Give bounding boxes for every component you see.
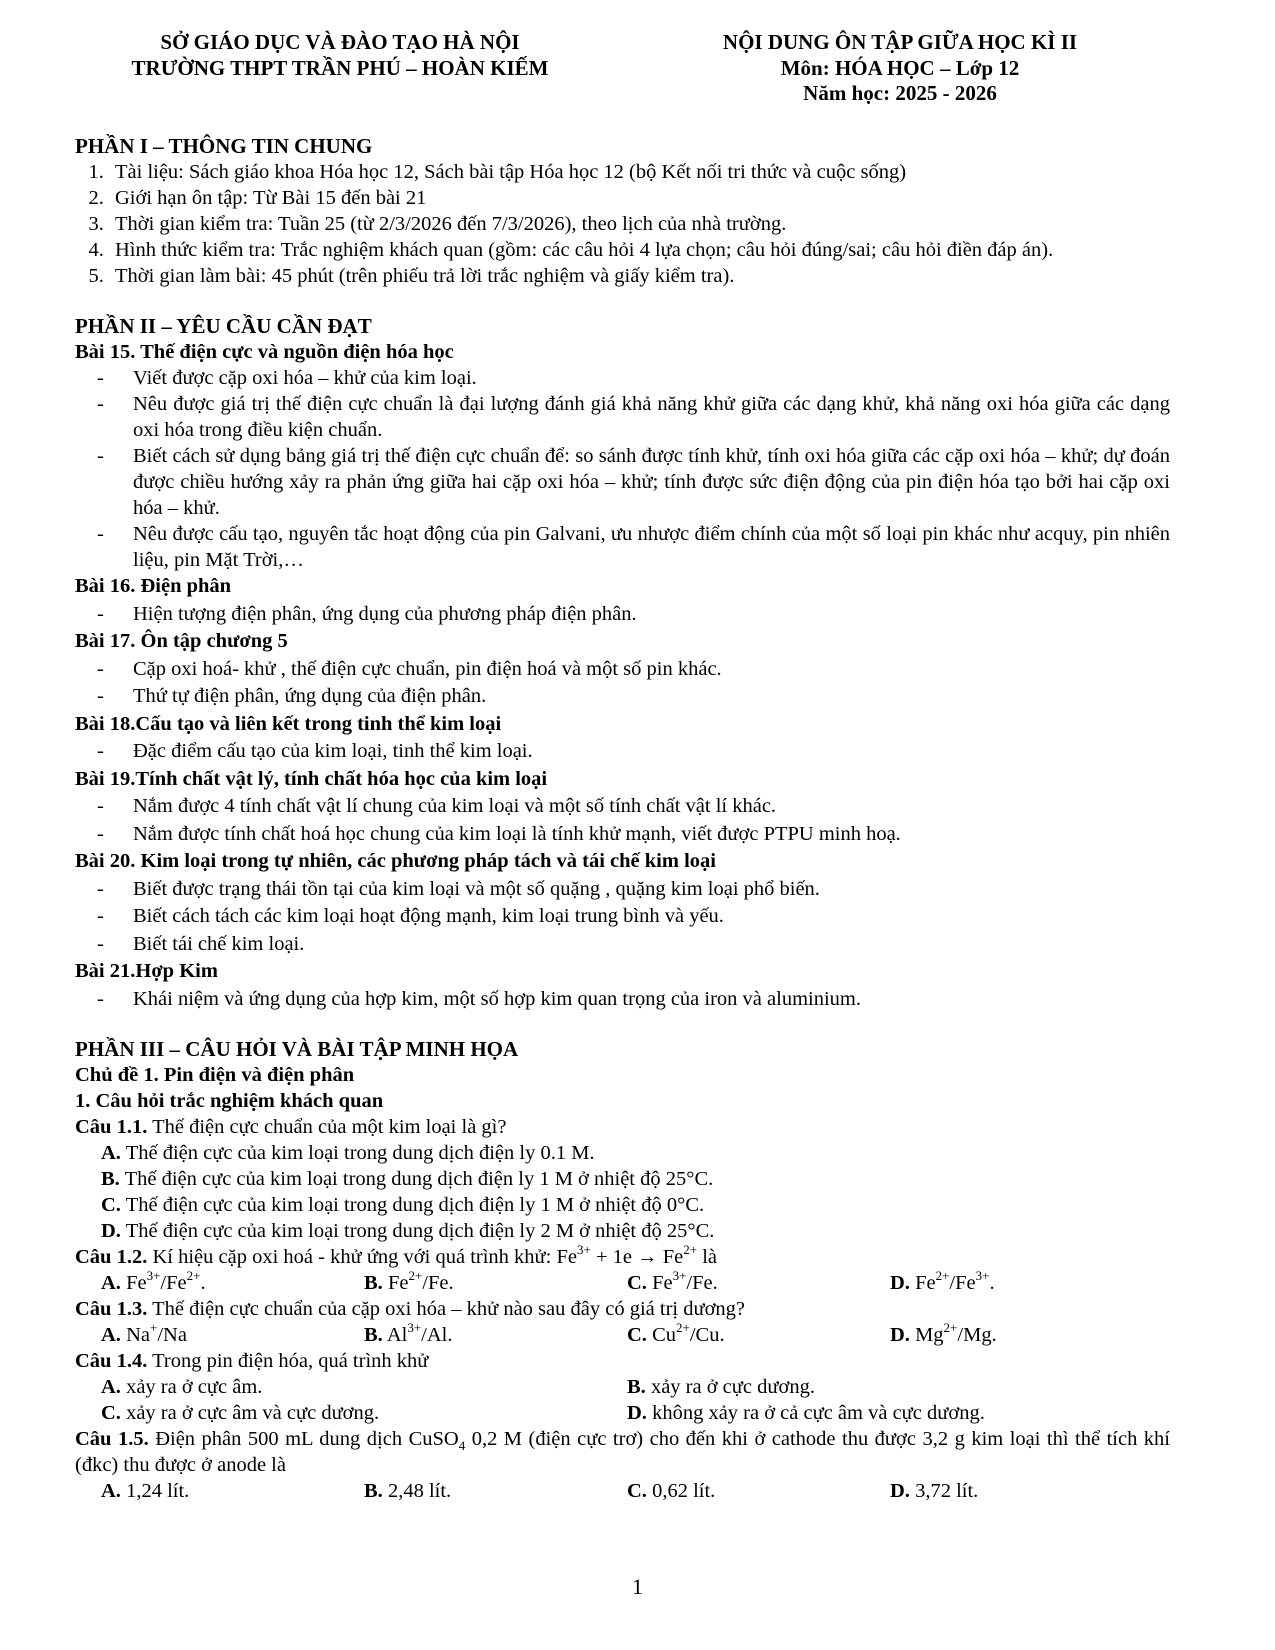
- lesson-21-title: Bài 21.Hợp Kim: [75, 960, 218, 982]
- option-a: A. xảy ra ở cực âm.: [101, 1375, 263, 1398]
- subsection-title: 1. Câu hỏi trắc nghiệm khách quan: [75, 1089, 384, 1112]
- question-label: Câu 1.3.: [75, 1297, 148, 1320]
- header-right: [680, 30, 1120, 107]
- option-d: D. $Mg^{2+}/Mg$.: [890, 1319, 997, 1346]
- question-text: Thế điện cực chuẩn của một kim loại là gì?: [152, 1115, 507, 1138]
- option-c: C. $Fe^{3+}/Fe$.: [627, 1267, 718, 1294]
- arrow-icon: →: [637, 1245, 658, 1268]
- department-name: SỞ GIÁO DỤC VÀ ĐÀO TẠO HÀ NỘI: [160, 30, 520, 54]
- document-body: [75, 133, 1170, 1504]
- list-item: - Cặp oxi hoá- khử , thế điện cực chuẩn, pin điện hoá và một số pin khác.: [75, 656, 1170, 682]
- option-d: D. không xảy ra ở cả cực âm và cực dương.: [627, 1401, 985, 1424]
- school-year: Năm học: 2025 - 2026: [803, 81, 997, 105]
- option-c: C. Thế điện cực của kim loại trong dung dịch điện ly 1 M ở nhiệt độ 0°C.: [101, 1193, 705, 1216]
- options-row: [75, 1267, 1170, 1296]
- question-1-2: Câu 1.2. Kí hiệu cặp oxi hoá - khử ứng với quá trình khử: $Fe^{3+} + 1e \to Fe^{2+}$ là: [75, 1241, 717, 1268]
- lesson-16-requirements: [75, 601, 1170, 627]
- topic-title: Chủ đề 1. Pin điện và điện phân: [75, 1063, 355, 1086]
- option-d: D. $Fe^{2+}/Fe^{3+}$.: [890, 1267, 995, 1294]
- option-a: A. 1,24 lít.: [101, 1479, 190, 1502]
- lesson-20-requirements: [75, 876, 1170, 957]
- question-1-1: [75, 1114, 1170, 1140]
- list-item: 1. Tài liệu: Sách giáo khoa Hóa học 12, Sách bài tập Hóa học 12 (bộ Kết nối tri thức và cuộc sống): [109, 159, 1170, 185]
- lesson-19-title: Bài 19.Tính chất vật lý, tính chất hóa học của kim loại: [75, 767, 548, 790]
- option-b: B. $Al^{3+}/Al$.: [364, 1319, 453, 1346]
- list-item: - Đặc điểm cấu tạo của kim loại, tinh thể kim loại.: [75, 738, 1170, 764]
- header-left: [100, 30, 580, 81]
- options-row: [75, 1478, 1170, 1504]
- question-text: Kí hiệu cặp oxi hoá - khử ứng với quá trình khử:: [152, 1245, 557, 1268]
- list-item: - Biết được trạng thái tồn tại của kim loại và một số quặng , quặng kim loại phổ biến.: [75, 876, 1170, 902]
- list-item: 5. Thời gian làm bài: 45 phút (trên phiếu trả lời trắc nghiệm và giấy kiểm tra).: [109, 263, 1170, 289]
- subject-line: Môn: HÓA HỌC – Lớp 12: [780, 55, 1020, 80]
- part1-title: PHẦN I – THÔNG TIN CHUNG: [75, 134, 373, 158]
- option-b: B. xảy ra ở cực dương.: [627, 1375, 815, 1398]
- question-1-5: Câu 1.5. Điện phân 500 mL dung dịch CuSO$_4$ 0,2 M (điện cực trơ) cho đến khi ở cathode thu được 3,2 g kim loại thì thể tích khí (đkc) thu được ở anode là: [75, 1427, 1171, 1476]
- option-a: A. $Fe^{3+}/Fe^{2+}$.: [101, 1267, 206, 1294]
- option-c: C. 0,62 lít.: [627, 1479, 716, 1502]
- school-name: TRƯỜNG THPT TRẦN PHÚ – HOÀN KIẾM: [131, 55, 549, 80]
- options-row: [75, 1319, 1170, 1348]
- question-label: Câu 1.4.: [75, 1349, 148, 1372]
- option-a: A. Na+/Na: [101, 1319, 187, 1346]
- lesson-15-title: Bài 15. Thế điện cực và nguồn điện hóa học: [75, 341, 454, 363]
- question-label: Câu 1.2.: [75, 1245, 148, 1268]
- list-item: - Biết tái chế kim loại.: [75, 931, 1170, 957]
- lesson-19-requirements: [75, 793, 1170, 847]
- list-item: - Nắm được tính chất hoá học chung của kim loại là tính khử mạnh, viết được PTPU minh hoạ.: [75, 821, 1170, 847]
- list-item: - Thứ tự điện phân, ứng dụng của điện phân.: [75, 683, 1170, 709]
- page-number: 1: [632, 1574, 643, 1599]
- list-item: - Biết cách tách các kim loại hoạt động mạnh, kim loại trung bình và yếu.: [75, 903, 1170, 929]
- list-item: - Viết được cặp oxi hóa – khử của kim loại.: [75, 365, 1170, 391]
- lesson-21-requirements: [75, 986, 1170, 1012]
- lesson-15-requirements: [75, 365, 1170, 573]
- option-b: B. 2,48 lít.: [364, 1479, 452, 1502]
- option-b: B. Thế điện cực của kim loại trong dung dịch điện ly 1 M ở nhiệt độ 25°C.: [101, 1167, 714, 1190]
- lesson-18-requirements: [75, 738, 1170, 764]
- list-item: - Khái niệm và ứng dụng của hợp kim, một số hợp kim quan trọng của iron và aluminium.: [75, 986, 1170, 1012]
- lesson-17-title: Bài 17. Ôn tập chương 5: [75, 630, 288, 652]
- question-label: Câu 1.5.: [75, 1427, 149, 1450]
- question-1-3: [75, 1296, 1170, 1322]
- option-c: C. xảy ra ở cực âm và cực dương.: [101, 1401, 380, 1424]
- list-item: 4. Hình thức kiểm tra: Trắc nghiệm khách quan (gồm: các câu hỏi 4 lựa chọn; câu hỏi đúng/sai; câu hỏi điền đáp án).: [109, 237, 1170, 263]
- question-1-4: [75, 1348, 1170, 1374]
- option-c: C. $Cu^{2+}/Cu$.: [627, 1319, 725, 1346]
- options-row: [75, 1374, 1170, 1400]
- lesson-20-title: Bài 20. Kim loại trong tự nhiên, các phương pháp tách và tái chế kim loại: [75, 850, 716, 872]
- lesson-18-title: Bài 18.Cấu tạo và liên kết trong tinh thể kim loại: [75, 712, 502, 735]
- option-d: D. Thế điện cực của kim loại trong dung dịch điện ly 2 M ở nhiệt độ 25°C.: [101, 1219, 715, 1242]
- option-b: B. $Fe^{2+}/Fe$.: [364, 1267, 454, 1294]
- question-label: Câu 1.1.: [75, 1115, 148, 1138]
- options-row: [75, 1400, 1170, 1426]
- general-info-list: [75, 159, 1170, 289]
- option-a: A. Thế điện cực của kim loại trong dung dịch điện ly 0.1 M.: [101, 1141, 595, 1164]
- lesson-17-requirements: [75, 656, 1170, 710]
- option-d: D. 3,72 lít.: [890, 1479, 979, 1502]
- list-item: - Biết cách sử dụng bảng giá trị thế điện cực chuẩn để: so sánh được tính khử, tính oxi hóa giữa các cặp oxi hóa – khử; dự đoán được chiều hướng xảy ra phản ứng giữa hai cặp oxi hóa – khử; tính được sức điện động của pin điện hóa tạo bởi hai cặp oxi hóa – khử.: [75, 443, 1170, 521]
- list-item: - Nêu được giá trị thế điện cực chuẩn là đại lượng đánh giá khả năng khử giữa các dạng khử, khả năng oxi hóa giữa các dạng oxi hóa trong điều kiện chuẩn.: [75, 391, 1170, 443]
- lesson-16-title: Bài 16. Điện phân: [75, 575, 232, 597]
- list-item: - Nắm được 4 tính chất vật lí chung của kim loại và một số tính chất vật lí khác.: [75, 793, 1170, 819]
- list-item: 2. Giới hạn ôn tập: Từ Bài 15 đến bài 21: [109, 185, 1170, 211]
- list-item: - Nêu được cấu tạo, nguyên tắc hoạt động của pin Galvani, ưu nhược điểm chính của một số loại pin khác như acquy, pin nhiên liệu, pin Mặt Trời,…: [75, 521, 1170, 573]
- list-item: 3. Thời gian kiểm tra: Tuần 25 (từ 2/3/2026 đến 7/3/2026), theo lịch của nhà trường.: [109, 211, 1170, 237]
- part3-title: PHẦN III – CÂU HỎI VÀ BÀI TẬP MINH HỌA: [75, 1036, 519, 1061]
- question-text: Thế điện cực chuẩn của cặp oxi hóa – khử nào sau đây có giá trị dương?: [152, 1297, 746, 1320]
- part2-title: PHẦN II – YÊU CẦU CẦN ĐẠT: [75, 314, 372, 338]
- question-text: Trong pin điện hóa, quá trình khử: [152, 1349, 429, 1372]
- document-title: NỘI DUNG ÔN TẬP GIỮA HỌC KÌ II: [722, 30, 1078, 54]
- list-item: - Hiện tượng điện phân, ứng dụng của phương pháp điện phân.: [75, 601, 1170, 627]
